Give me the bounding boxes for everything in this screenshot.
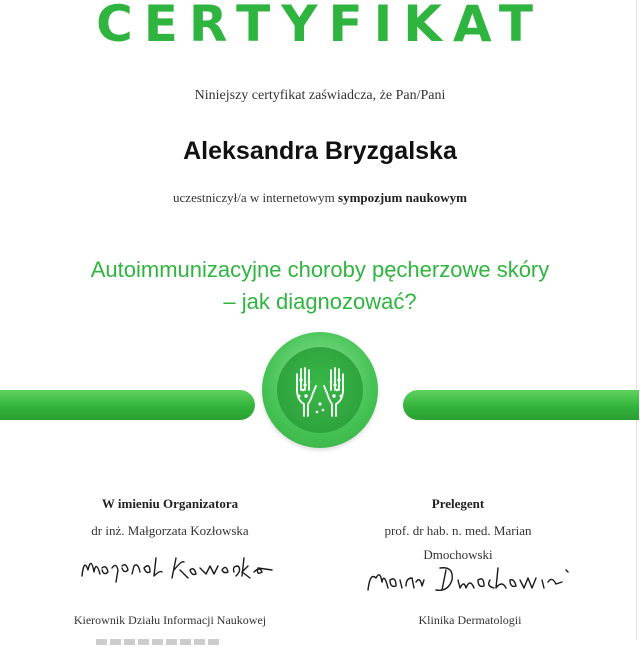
topic-line-1: Autoimmunizacyjne choroby pęcherzowe skóry [90, 257, 550, 282]
speaker-name-line-2: Dmochowski [423, 547, 493, 562]
organizer-signature [76, 548, 281, 588]
decorative-band-right [403, 390, 639, 420]
speaker-heading: Prelegent [431, 496, 485, 511]
symposium-topic [0, 254, 640, 318]
speaker-role: Klinika Dermatologii [418, 613, 522, 627]
intro-text: Niniejszy certyfikat zaświadcza, że Pan/Pani [194, 88, 446, 103]
participation-text [0, 190, 640, 206]
decorative-band-left [0, 390, 255, 420]
speaker-name-line-1: prof. dr hab. n. med. Marian [384, 523, 532, 538]
speaker-signature [362, 560, 577, 600]
cropped-text-remnant [96, 632, 256, 640]
certificate-title: CERTYFIKAT [96, 0, 544, 53]
speaker-block [308, 496, 608, 567]
organizer-name: dr inż. Małgorzata Kozłowska [91, 523, 249, 538]
organizer-role: Kierownik Działu Informacji Naukowej [73, 613, 267, 627]
topic-line-2: – jak diagnozować? [223, 289, 417, 314]
recipient-name: Aleksandra Bryzgalska [183, 137, 457, 165]
organizer-heading: W imieniu Organizatora [101, 496, 239, 511]
organizer-block [20, 496, 320, 543]
emblem [262, 332, 378, 448]
hands-icon [292, 360, 348, 420]
participation-prefix: uczestniczył/a w internetowym [173, 190, 339, 205]
emblem-inner [277, 347, 363, 433]
participation-event: sympozjum naukowym [338, 190, 467, 205]
